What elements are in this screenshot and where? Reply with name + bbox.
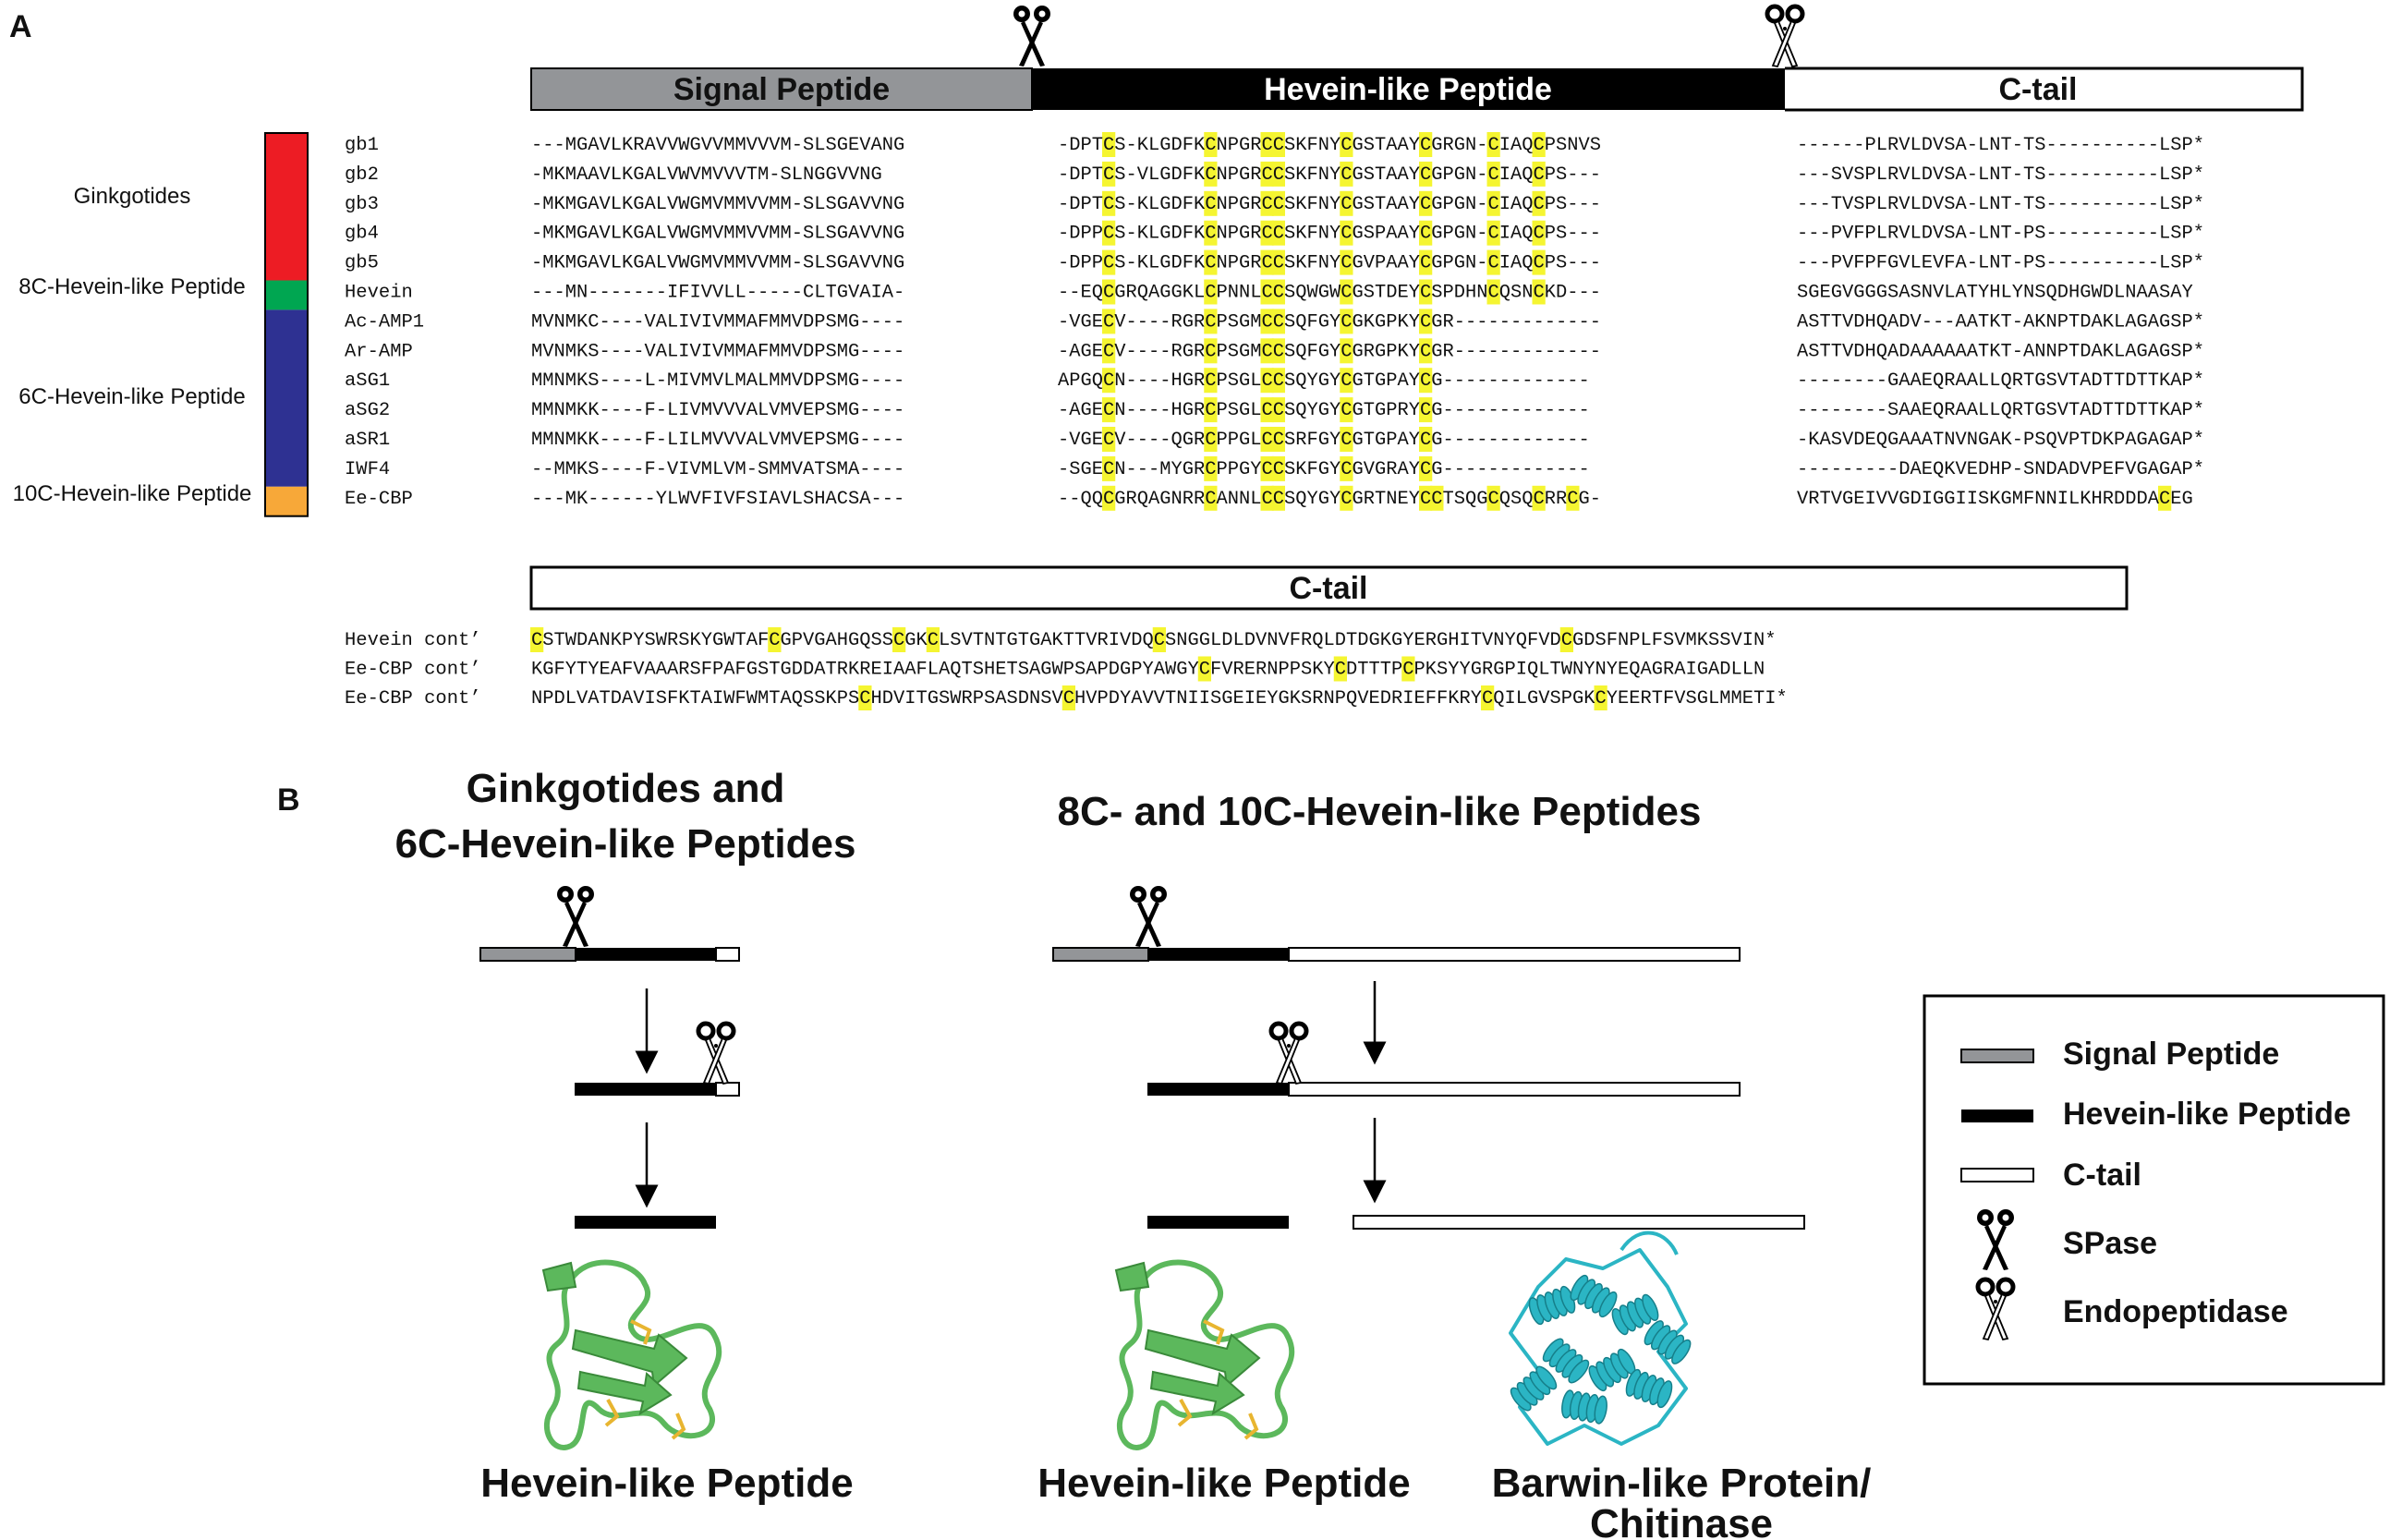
sequence-name: aSG1: [345, 370, 391, 393]
group-label: 10C-Hevein-like Peptide: [12, 481, 252, 506]
alignment-row: [345, 194, 2204, 215]
ctail-sequence: -KASVDEQGAAATNVNGAK-PSQVPTDKPAGAGAP*: [1797, 430, 2204, 451]
right-product-ctail-bar: [1353, 1216, 1804, 1229]
left-intermediate: [575, 1024, 739, 1096]
ctail-sequence: ---PVFPFGVLEVFA-LNT-PS----------LSP*: [1797, 252, 2204, 274]
hevein-sequence: -DPPCS-KLGDFKCNPGRCCSKFNYCGSPAAYCGPGN-CIAQCPS---: [1058, 223, 1601, 245]
ctail-sequence: SGEGVGGGSASNVLATYHLYNSQDHGWDLNAASAY: [1797, 282, 2193, 304]
right-precursor-ctail: [1289, 948, 1740, 961]
panel-b-label: B: [277, 782, 300, 818]
left-intermediate-ctail: [716, 1083, 739, 1096]
ctail-label: C-tail: [1998, 72, 2078, 107]
hevein-sequence: APGQCN----HGRCPSGLCCSQYGYCGTGPAYCG-------------: [1058, 370, 1590, 393]
right-product-label-2-line2: Chitinase: [1589, 1501, 1774, 1540]
sequence-name: Ac-AMP1: [345, 311, 425, 333]
sequence-name: gb3: [345, 193, 379, 215]
ctail-sequence: --------SAAEQRAALLQRTGSVTADTTDTTKAP*: [1797, 400, 2204, 422]
left-precursor-signal: [480, 948, 576, 961]
hevein-peptide-label: Hevein-like Peptide: [1264, 72, 1552, 107]
right-spase-icon: [1130, 886, 1167, 947]
right-endopeptidase-icon: [1271, 1024, 1306, 1084]
legend-hevein-label: Hevein-like Peptide: [2063, 1097, 2351, 1132]
signal-sequence: MMNMKK----F-LIVMVVVALVMVEPSMG----: [531, 400, 905, 422]
left-precursor: [480, 886, 739, 961]
sequence-name: Ee-CBP: [345, 488, 413, 510]
left-intermediate-hevein: [575, 1083, 716, 1096]
sequence-name: Ar-AMP: [345, 341, 413, 363]
sequence-name: Ee-CBP cont’: [345, 659, 481, 681]
continuation-row: [345, 660, 1765, 681]
spase-scissors-icon: [1013, 6, 1050, 67]
hevein-sequence: -VGECV----RGRCPSGMCCSQFGYCGKGPKYCGR-------------: [1058, 311, 1601, 333]
signal-sequence: ---MGAVLKRAVVWGVVMMVVVM-SLSGEVANG: [531, 135, 905, 156]
group-color-block: [265, 133, 308, 281]
group-color-block: [265, 487, 308, 516]
sequence-name: gb5: [345, 252, 379, 274]
group-color-column: [265, 133, 308, 516]
left-endopeptidase-icon: [698, 1024, 734, 1084]
sequence-name: gb2: [345, 164, 379, 186]
protein-loop: [1621, 1232, 1677, 1255]
alpha-helix: [1623, 1368, 1674, 1410]
hevein-sequence: -DPPCS-KLGDFKCNPGRCCSKFNYCGVPAAYCGPGN-CIAQCPS---: [1058, 252, 1601, 274]
endopeptidase-scissors-icon: [1767, 6, 1802, 67]
group-label: Ginkgotides: [73, 184, 191, 209]
legend-spase-label: SPase: [2063, 1226, 2158, 1261]
signal-peptide-label: Signal Peptide: [673, 72, 891, 107]
alignment-row: [345, 311, 2204, 333]
left-precursor-ctail: [716, 948, 739, 961]
left-product-label: Hevein-like Peptide: [480, 1461, 854, 1506]
hevein-sequence: --EQCGRQAGGKLCPNNLCCSQWGWCGSTDEYCSPDHNCQSNCKD---: [1058, 282, 1601, 304]
continuation-sequence: CSTWDANKPYSWRSKYGWTAFCGPVGAHGQSSCGKCLSVTNTGTGAKTTVRIVDQCSNGGLDLDVNVFRQLDTDGKGYERGHITVNYQFVDCGDSFNPLFSVMKSSVIN*: [531, 630, 1777, 651]
hevein-sequence: -VGECV----QGRCPPGLCCSRFGYCGTGPAYCG-------------: [1058, 430, 1590, 451]
right-title: 8C- and 10C-Hevein-like Peptides: [1057, 789, 1702, 834]
continuation-sequence: NPDLVATDAVISFKTAIWFWMTAQSSKPSCHDVITGSWRPSASDNSVCHVPDYAVVTNIISGEIEYGKSRNPQVEDRIEFFKRYCQILGVSPGKCYEERTFVSGLMMETI*: [531, 688, 1788, 709]
sequence-name: gb4: [345, 223, 379, 245]
legend-ctail-label: C-tail: [2063, 1158, 2141, 1193]
right-precursor-signal: [1053, 948, 1148, 961]
alignment-row: [345, 430, 2204, 451]
domain-bar-top: [531, 6, 2302, 110]
hevein-sequence: --QQCGRQAGNRRCANNLCCSQYGYCGRTNEYCCTSQGCQSQCRRCG-: [1058, 488, 1601, 510]
sequence-name: Ee-CBP cont’: [345, 688, 481, 709]
signal-sequence: --MMKS----F-VIVMLVM-SMMVATSMA----: [531, 458, 905, 480]
legend-signal-swatch: [1961, 1049, 2033, 1062]
continuation-row: [345, 630, 1777, 651]
panel-a-label: A: [9, 9, 32, 44]
signal-sequence: MVNMKC----VALIVIVMMAFMMVDPSMG----: [531, 311, 905, 333]
sequence-name: IWF4: [345, 458, 391, 480]
alignment-row: [345, 489, 2193, 510]
ctail-sequence: ---PVFPLRVLDVSA-LNT-PS----------LSP*: [1797, 223, 2204, 245]
signal-sequence: ---MK------YLWVFIVFSIAVLSHACSA---: [531, 488, 905, 510]
group-label: 8C-Hevein-like Peptide: [18, 274, 246, 299]
signal-sequence: MMNMKK----F-LILMVVVALVMVEPSMG----: [531, 430, 905, 451]
ctail-bar-2-label: C-tail: [1289, 571, 1368, 606]
right-product-hevein-bar: [1147, 1216, 1289, 1229]
group-labels: [13, 184, 252, 506]
ctail-sequence: ---------DAEQKVEDHP-SNDADVPEFVGAGAP*: [1797, 458, 2204, 480]
continuation-rows: [345, 630, 1788, 709]
sequence-name: aSR1: [345, 430, 391, 451]
continuation-sequence: KGFYTYEAFVAAARSFPAFGSTGDDATRKREIAAFLAQTSHETSAGWPSAPDGPYAWGYCFVRERNPPSKYCDTTTPCPKSYYGRGPIQLTWNYNYEQAGRAIGADLLN: [531, 659, 1765, 681]
right-precursor-hevein: [1148, 948, 1289, 961]
signal-sequence: -MKMGAVLKGALVWGMVMMVVMM-SLSGAVVNG: [531, 252, 905, 274]
left-title-line2: 6C-Hevein-like Peptides: [394, 821, 856, 867]
alpha-helix: [1508, 1364, 1559, 1413]
alignment-row: [345, 253, 2204, 274]
alignment-row: [345, 341, 2204, 362]
ctail-sequence: --------GAAEQRAALLQRTGSVTADTTDTTKAP*: [1797, 370, 2204, 393]
alignment-row: [345, 164, 2204, 186]
signal-sequence: -MKMAAVLKGALVWVMVVVTM-SLNGGVVNG: [531, 164, 882, 186]
signal-sequence: -MKMGAVLKGALVWGMVMMVVMM-SLSGAVVNG: [531, 223, 905, 245]
hevein-sequence: -SGECN---MYGRCPPGYCCSKFGYCGVGRAYCG-------------: [1058, 458, 1590, 480]
right-precursor: [1053, 886, 1740, 961]
group-label: 6C-Hevein-like Peptide: [18, 384, 246, 409]
right-intermediate: [1147, 1024, 1740, 1096]
signal-sequence: -MKMGAVLKGALVWGMVMMVVMM-SLSGAVVNG: [531, 193, 905, 215]
signal-sequence: ---MN-------IFIVVLL-----CLTGVAIA-: [531, 282, 905, 304]
sequence-name: gb1: [345, 135, 379, 156]
group-color-block: [265, 281, 308, 310]
alignment-row: [345, 283, 2193, 304]
sequence-name: Hevein: [345, 282, 413, 304]
sequence-name: aSG2: [345, 400, 391, 422]
hevein-sequence: -AGECN----HGRCPSGLCCSQYGYCGTGPRYCG-------------: [1058, 400, 1590, 422]
ctail-sequence: VRTVGEIVVGDIGGIISKGMFNNILKHRDDDACEG: [1797, 488, 2193, 510]
legend-ctail-swatch: [1961, 1169, 2033, 1182]
ctail-sequence: ---SVSPLRVLDVSA-LNT-TS----------LSP*: [1797, 164, 2204, 186]
ctail-sequence: ASTTVDHQADAAAAAATKT-ANNPTDAKLAGAGSP*: [1797, 341, 2204, 363]
continuation-row: [345, 688, 1788, 709]
left-spase-icon: [557, 886, 594, 947]
alpha-helix: [1560, 1389, 1608, 1425]
left-product-bar: [575, 1216, 716, 1229]
right-product-label-2-line1: Barwin-like Protein/: [1491, 1461, 1872, 1506]
legend: [1924, 996, 2384, 1384]
sequence-name: Hevein cont’: [345, 630, 481, 651]
hevein-sequence: -DPTCS-KLGDFKCNPGRCCSKFNYCGSTAAYCGPGN-CIAQCPS---: [1058, 193, 1601, 215]
legend-signal-label: Signal Peptide: [2063, 1037, 2280, 1072]
alignment-row: [345, 459, 2204, 480]
group-color-block: [265, 309, 308, 486]
beta-strand: [543, 1263, 576, 1291]
ctail-sequence: ASTTVDHQADV---AATKT-AKNPTDAKLAGAGSP*: [1797, 311, 2204, 333]
hevein-structure-right: [1116, 1262, 1292, 1447]
right-intermediate-hevein: [1147, 1083, 1289, 1096]
right-product-label-1: Hevein-like Peptide: [1037, 1461, 1411, 1506]
hevein-sequence: -DPTCS-VLGDFKCNPGRCCSKFNYCGSTAAYCGPGN-CIAQCPS---: [1058, 164, 1601, 186]
alignment-row: [345, 224, 2204, 245]
legend-endopeptidase-label: Endopeptidase: [2063, 1294, 2288, 1329]
left-title-line1: Ginkgotides and: [466, 766, 785, 811]
hevein-sequence: -AGECV----RGRCPSGMCCSQFGYCGRGPKYCGR-------------: [1058, 341, 1601, 363]
left-precursor-hevein: [576, 948, 716, 961]
ctail-sequence: ---TVSPLRVLDVSA-LNT-TS----------LSP*: [1797, 193, 2204, 215]
beta-strand: [1116, 1263, 1148, 1291]
alignment-row: [345, 135, 2204, 156]
hevein-sequence: -DPTCS-KLGDFKCNPGRCCSKFNYCGSTAAYCGRGN-CIAQCPSNVS: [1058, 135, 1601, 156]
ctail-sequence: ------PLRVLDVSA-LNT-TS----------LSP*: [1797, 135, 2204, 156]
legend-hevein-swatch: [1961, 1110, 2033, 1122]
alignment-row: [345, 370, 2204, 392]
signal-sequence: MMNMKS----L-MIVMVLMALMMVDPSMG----: [531, 370, 905, 393]
right-intermediate-ctail: [1289, 1083, 1740, 1096]
alignment-row: [345, 400, 2204, 421]
signal-sequence: MVNMKS----VALIVIVMMAFMMVDPSMG----: [531, 341, 905, 363]
barwin-chitinase-structure: [1508, 1232, 1693, 1444]
hevein-structure-left: [543, 1262, 719, 1447]
